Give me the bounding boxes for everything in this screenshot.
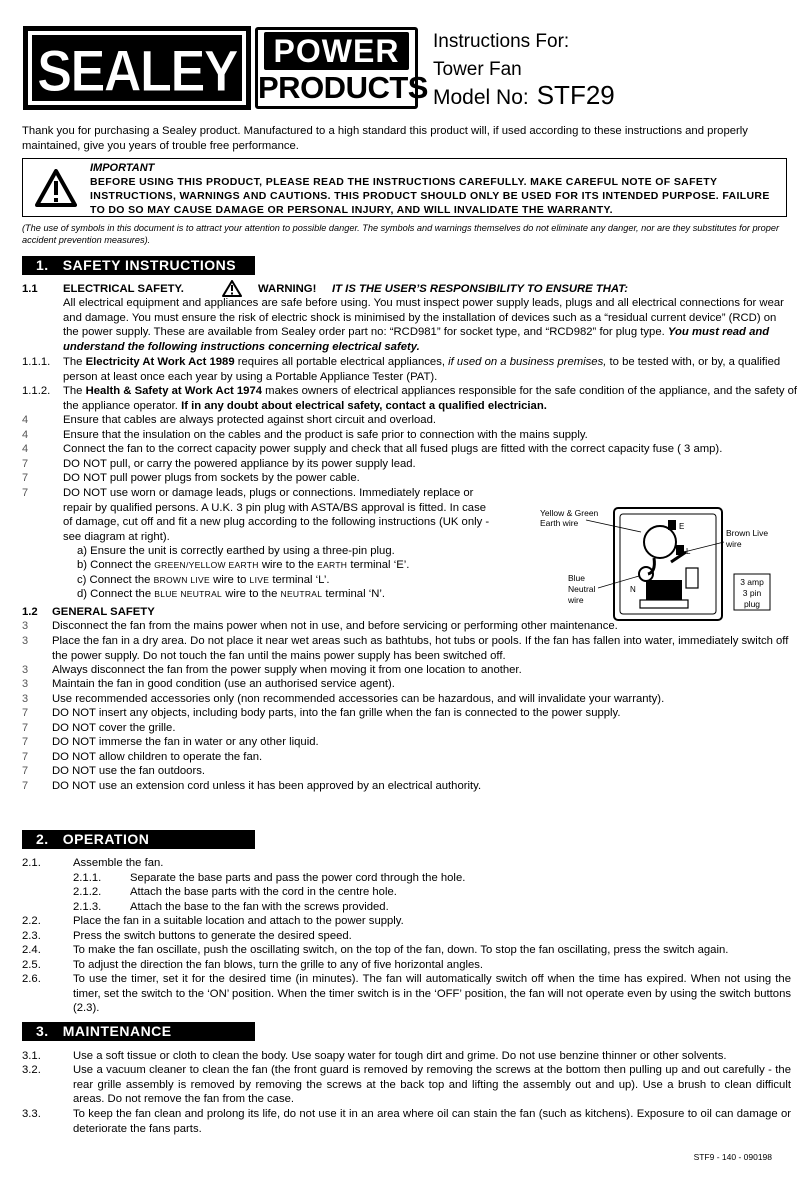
diagram-label-brown-live: Brown Live: [726, 528, 769, 538]
list-item-text: Place the fan in a suitable location and attach to the power supply.: [73, 915, 404, 927]
bullet-symbol: 4: [22, 414, 29, 426]
section-3-number: 3.: [36, 1023, 49, 1039]
section-1-header: [22, 256, 255, 275]
wiring-step-a: a) Ensure the unit is correctly earthed by using a three-pin plug.: [77, 545, 395, 557]
warning-text: IT IS THE USER’S RESPONSIBILITY TO ENSURE THAT:: [332, 283, 629, 295]
bullet-symbol: 7: [22, 472, 29, 484]
list-item-text: To adjust the direction the fan blows, turn the grille to any of five horizontal angles.: [73, 959, 484, 971]
wiring-b-mid: wire to the: [261, 559, 314, 571]
s111-post: to be tested with, or by, a qualified person at least once each year by using a Portable Appliance Tester (PAT).: [63, 356, 781, 383]
item-number: 2.1.3.: [73, 901, 102, 913]
bullet-symbol: 7: [22, 722, 29, 734]
item-number: 2.3.: [22, 930, 41, 942]
list-item-text: Ensure that the insulation on the cables and the product is safe prior to connection with the mains supply.: [63, 429, 588, 441]
list-item-text: Separate the base parts and pass the power cord through the hole.: [130, 872, 466, 884]
list-item-text: Press the switch buttons to generate the desired speed.: [73, 930, 352, 942]
bullet-symbol: 4: [22, 429, 29, 441]
instructions-for-label: Instructions For:: [433, 31, 570, 52]
bullet-symbol: 3: [22, 693, 29, 705]
power-logo-bottom: PRODUCTS: [258, 70, 428, 105]
list-item: [22, 1107, 792, 1137]
electrical-safety-text: All electrical equipment and appliances are safe before using. You must inspect power supply leads, plugs and all electrical connections for wear and damage. You must ensure the risk of electric shock is minimised by the installation of devices such as a “residual current device” (RCD) on the power supply. These are available from Sealey order part no: “RCD981” for socket type, and “RCD982” for plug type.: [63, 297, 784, 339]
section-1-1-2-text: [63, 384, 803, 413]
list-item-text: Ensure that cables are always protected against short circuit and overload.: [63, 414, 437, 426]
model-row: [433, 80, 615, 111]
power-products-logo: [255, 27, 428, 109]
bullet-symbol: 4: [22, 443, 29, 455]
product-name: Tower Fan: [433, 59, 522, 80]
disclaimer: (The use of symbols in this document is to attract your attention to possible danger. The symbols and warnings themselves do not eliminate any danger, nor are they substitutes for proper accident prevention measures).: [22, 223, 780, 245]
sealey-brand-text: SEALEY: [37, 39, 239, 104]
section-1-title: SAFETY INSTRUCTIONS: [62, 257, 237, 273]
s111-bold: Electricity At Work Act 1989: [85, 356, 235, 368]
wiring-b-post: terminal ‘E’.: [350, 559, 410, 571]
item-number: 3.3.: [22, 1108, 41, 1120]
list-item-text: DO NOT pull, or carry the powered appliance by its power supply lead.: [63, 458, 416, 470]
section-3-header: [22, 1022, 255, 1041]
item-number: 2.5.: [22, 959, 41, 971]
wiring-d-sc1: BLUE NEUTRAL: [154, 589, 223, 599]
bullet-symbol: 7: [22, 736, 29, 748]
bullet-symbol: 7: [22, 765, 29, 777]
fuse: [686, 568, 698, 588]
bullet-symbol: 7: [22, 707, 29, 719]
wiring-step-d: [77, 587, 517, 602]
section-1-1-2: [22, 384, 798, 414]
list-item-text: Use a soft tissue or cloth to clean the body. Use soapy water for tough dirt and grime. Do not use benzine thinner or other solvents.: [73, 1050, 727, 1062]
s112-bold: Health & Safety at Work Act 1974: [85, 385, 263, 397]
wiring-b-pre: b) Connect the: [77, 559, 152, 571]
warning-triangle-icon: [35, 169, 77, 207]
section-1-2-number: 1.2: [22, 606, 38, 618]
diagram-terminal-l: L: [686, 547, 691, 556]
electrical-safety-title: ELECTRICAL SAFETY.: [63, 283, 184, 295]
list-item: [22, 972, 792, 1017]
bullet-symbol: 7: [22, 458, 29, 470]
bullet-symbol: 3: [22, 664, 29, 676]
wiring-d-sc2: NEUTRAL: [280, 589, 323, 599]
section-1-1-2-number: 1.1.2.: [22, 385, 51, 397]
wiring-c-pre: c) Connect the: [77, 574, 151, 586]
cable-sheath: [646, 580, 682, 602]
diagram-label-live-wire: wire: [726, 539, 742, 549]
earth-terminal-ring: [644, 526, 676, 558]
list-item-text: DO NOT insert any objects, including body parts, into the fan grille when the fan is connected to the power supply.: [52, 707, 621, 719]
warning-triangle-icon: [222, 280, 242, 297]
section-2-title: OPERATION: [62, 831, 150, 847]
diagram-label-neutral-wire: wire: [568, 595, 584, 605]
item-number: 2.1.2.: [73, 886, 102, 898]
item-number: 2.2.: [22, 915, 41, 927]
list-item-text: Attach the base to the fan with the screws provided.: [130, 901, 389, 913]
wiring-b-sc1: GREEN/YELLOW EARTH: [154, 560, 259, 570]
diagram-label-earth-wire: Earth wire: [540, 518, 579, 528]
power-logo-top: POWER: [264, 32, 409, 70]
s112-pre: The: [63, 385, 83, 397]
wiring-c-sc1: BROWN LIVE: [153, 575, 210, 585]
section-1-1-heading: [22, 282, 792, 297]
sealey-logo: [22, 25, 252, 111]
wiring-step-b: [77, 558, 517, 573]
section-1-1-1: [22, 355, 792, 385]
s112-bold2: If in any doubt about electrical safety, contact a qualified electrician.: [181, 399, 547, 412]
wiring-d-pre: d) Connect the: [77, 588, 152, 600]
earth-terminal: [668, 520, 676, 530]
list-item-text: DO NOT allow children to operate the fan.: [52, 751, 263, 763]
list-item-text: To use the timer, set it for the desired time (in minutes). The fan will automatically switch off when the time has expired. When not using the timer, set the switch to the ‘ON’ position. When the timer switch is in the ‘OFF’ position, the fan will not operate even by using the switch buttons (2.3).: [73, 973, 791, 1015]
list-item-text: To keep the fan clean and prolong its life, do not use it in an area where oil can stain the fan (such as kitchens). Exposure to oil can damage or deteriorate the fans parts.: [73, 1108, 791, 1135]
bullet-symbol: 3: [22, 620, 29, 632]
s111-italic: if used on a business premises,: [448, 356, 607, 368]
bullet-symbol: 7: [22, 780, 29, 792]
section-2-number: 2.: [36, 831, 49, 847]
bullet-symbol: 3: [22, 678, 29, 690]
section-1-1-1-number: 1.1.1.: [22, 356, 51, 368]
cord-grip: [640, 600, 688, 608]
wiring-c-mid: wire to: [213, 574, 247, 586]
list-item: [22, 1063, 792, 1108]
list-item-text: DO NOT use worn or damage leads, plugs or connections. Immediately replace or repair by qualified persons. A U.K. 3 pin plug with ASTA/BS approval is fitted. In case of damage, cut off and fit a new plug according to the following instructions (UK only - see diagram at right).: [63, 487, 490, 543]
item-number: 2.1.1.: [73, 872, 102, 884]
item-number: 2.4.: [22, 944, 41, 956]
list-item-text: DO NOT use the fan outdoors.: [52, 765, 206, 777]
bullet-symbol: 7: [22, 751, 29, 763]
intro-text: Thank you for purchasing a Sealey product. Manufactured to a high standard this product will, if used according to these instructions and properly maintained, give you years of trouble free performance.: [22, 125, 748, 152]
warning-label: WARNING!: [258, 283, 317, 295]
list-item-text: To make the fan oscillate, push the oscillating switch, on the top of the fan, down. To stop the fan oscillating, press the switch again.: [73, 944, 729, 956]
plug-wiring-diagram: [536, 502, 776, 622]
list-item-text: Use a vacuum cleaner to clean the fan (the front guard is removed by removing the screws at the bottom then pulling up and out carefully - the rear grille assembly is removed by removing the screws at the back top and lifting the assembly out and up). Use a brush to clean difficult areas. Do not remove the fan from the case.: [73, 1064, 791, 1106]
list-item-text: Assemble the fan.: [73, 857, 164, 869]
item-number: 2.1.: [22, 857, 41, 869]
list-item-text: Maintain the fan in good condition (use an authorised service agent).: [52, 678, 395, 690]
list-item: [22, 634, 792, 664]
important-box: [22, 158, 787, 217]
diagram-label-3-pin: 3 pin: [742, 588, 762, 598]
list-item-text: Disconnect the fan from the mains power when not in use, and before servicing or performing other maintenance.: [52, 620, 618, 632]
model-label: Model No:: [433, 86, 529, 109]
wiring-step-c: [77, 573, 517, 588]
bullet-symbol: 7: [22, 487, 29, 499]
diagram-label-plug: plug: [743, 599, 761, 609]
wiring-d-post: terminal ‘N’.: [325, 588, 386, 600]
list-item-text: DO NOT immerse the fan in water or any other liquid.: [52, 736, 319, 748]
section-2-header: [22, 830, 255, 849]
diagram-terminal-n: N: [630, 585, 636, 594]
bullet-symbol: 3: [22, 635, 29, 647]
general-safety-title: GENERAL SAFETY: [52, 606, 155, 618]
diagram-label-blue: Blue: [568, 573, 586, 583]
wiring-c-sc2: LIVE: [249, 575, 270, 585]
diagram-label-yellow-green: Yellow & Green: [540, 508, 599, 518]
wiring-c-post: terminal ‘L’.: [272, 574, 330, 586]
electrical-safety-paragraph: [63, 296, 788, 354]
wiring-b-sc2: EARTH: [317, 560, 348, 570]
list-item-text: DO NOT cover the grille.: [52, 722, 176, 734]
electrical-safety-bold-text: You must read and understand the following instructions concerning electrical safety.: [63, 326, 770, 353]
item-number: 3.1.: [22, 1050, 41, 1062]
model-number: STF29: [536, 80, 615, 110]
diagram-terminal-e: E: [679, 522, 685, 531]
s112-mid: makes owners of electrical appliances responsible for the safe condition of the appliance, and the safety of the appliance operator.: [63, 385, 798, 412]
section-1-1-1-text: [63, 355, 793, 384]
list-item-text: Always disconnect the fan from the power supply when moving it from one location to another.: [52, 664, 522, 676]
s111-mid: requires all portable electrical appliances,: [237, 356, 445, 368]
s111-pre: The: [63, 356, 83, 368]
item-number: 2.6.: [22, 973, 41, 985]
section-1-1-number: 1.1: [22, 283, 38, 295]
important-title: IMPORTANT: [90, 162, 155, 174]
list-item-text: DO NOT use an extension cord unless it has been approved by an electrical authority.: [52, 780, 482, 792]
footer-code: STF9 - 140 - 090198: [693, 1152, 772, 1162]
diagram-label-3-amp: 3 amp: [740, 577, 764, 587]
list-item-text: Place the fan in a dry area. Do not place it near wet areas such as bathtubs, hot tubs or pools. If the fan has fallen into water, immediately switch off the power supply. Do not touch the fan until the mains power supply has been switched off.: [52, 635, 789, 662]
item-number: 3.2.: [22, 1064, 41, 1076]
wiring-d-mid: wire to the: [225, 588, 278, 600]
section-3-title: MAINTENANCE: [62, 1023, 172, 1039]
list-item-text: DO NOT pull power plugs from sockets by the power cable.: [63, 472, 360, 484]
list-item-text: Attach the base parts with the cord in the centre hole.: [130, 886, 397, 898]
section-1-number: 1.: [36, 257, 49, 273]
important-text: BEFORE USING THIS PRODUCT, PLEASE READ THE INSTRUCTIONS CAREFULLY. MAKE CAREFUL NOTE OF SAFETY INSTRUCTIONS, WARNINGS AND CAUTIONS. THIS PRODUCT SHOULD ONLY BE USED FOR ITS INTENDED PURPOSE. FAILURE TO DO SO MAY CAUSE DAMAGE OR PERSONAL INJURY, AND WILL INVALIDATE THE WARRANTY.: [90, 176, 770, 216]
list-item-text: Connect the fan to the correct capacity power supply and check that all fused plugs are fitted with the correct capacity fuse ( 3 amp).: [63, 443, 723, 455]
diagram-label-neutral: Neutral: [568, 584, 596, 594]
list-item-text: Use recommended accessories only (non recommended accessories can be hazardous, and will invalidate your warranty).: [52, 693, 665, 705]
